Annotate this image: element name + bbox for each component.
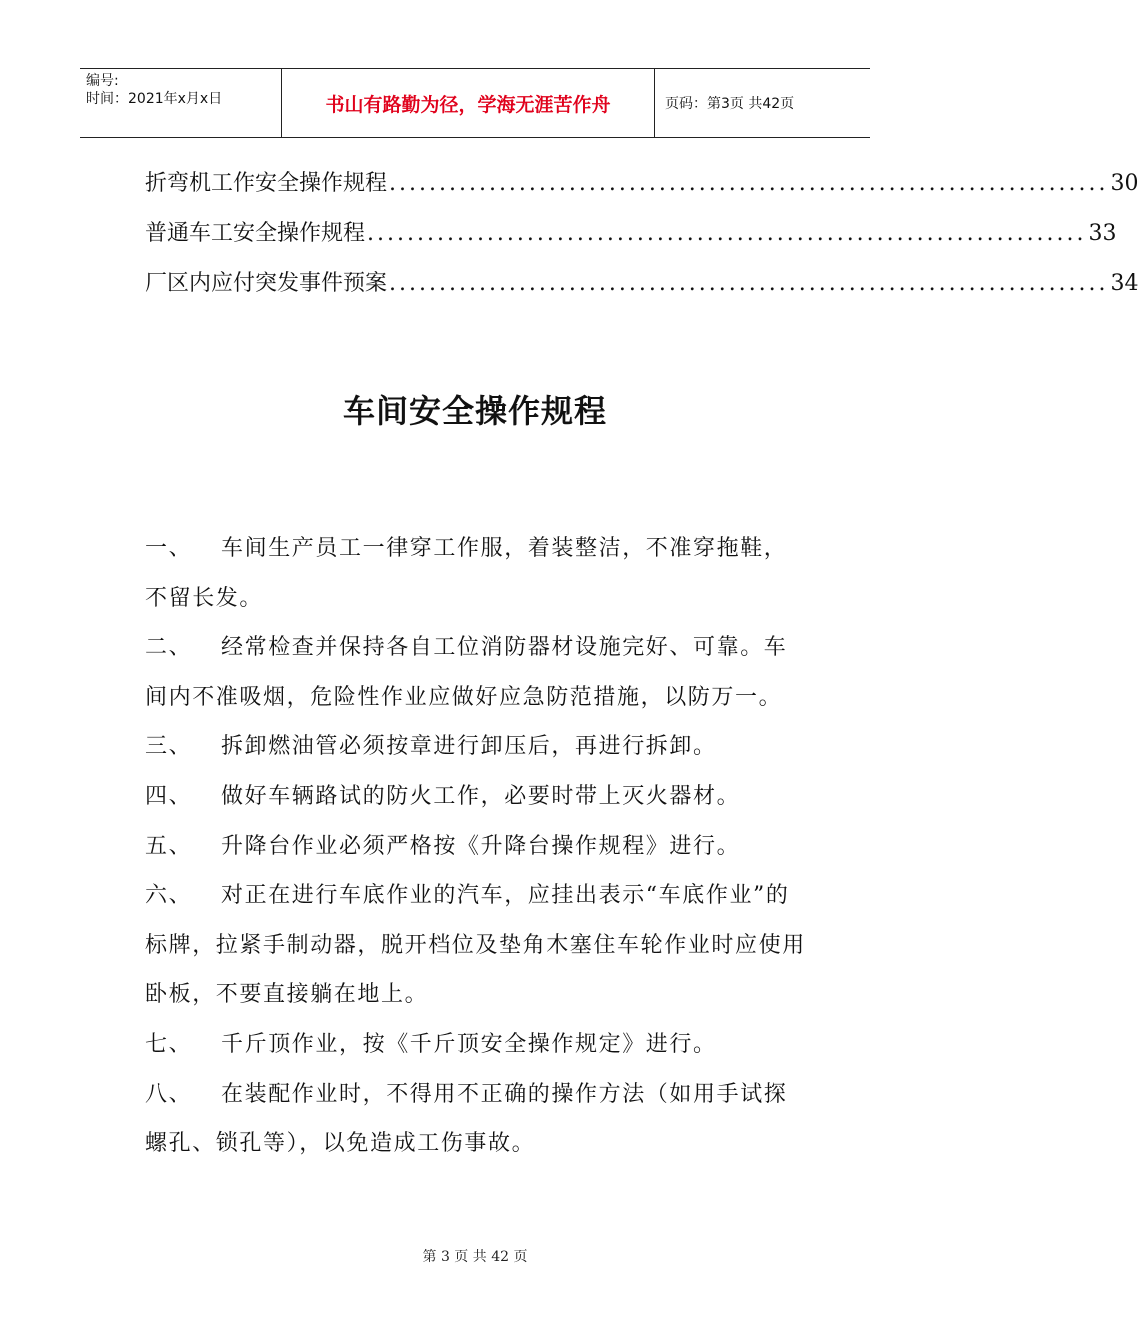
toc-entry-title: 厂区内应付突发事件预案 — [145, 271, 388, 296]
toc-entry-title: 普通车工安全操作规程 — [145, 221, 366, 246]
page-header — [80, 68, 870, 138]
rule-paragraph — [145, 1020, 810, 1070]
rule-text: 拆卸燃油管必须按章进行卸压后，再进行拆卸。 — [221, 734, 717, 760]
rule-paragraph — [145, 871, 810, 1020]
rule-number: 四、 — [145, 783, 193, 809]
rule-number: 八、 — [145, 1081, 193, 1107]
header-motto: 书山有路勤为径，学海无涯苦作舟 — [282, 69, 655, 137]
rule-paragraph — [145, 822, 810, 872]
rule-text: 升降台作业必须严格按《升降台操作规程》进行。 — [221, 833, 741, 859]
rule-paragraph — [145, 772, 810, 822]
rule-text: 做好车辆路试的防火工作，必要时带上灭火器材。 — [221, 783, 741, 809]
rule-paragraph — [145, 623, 810, 722]
toc-entry-page: 34 — [1110, 271, 1139, 296]
rule-number: 三、 — [145, 734, 193, 760]
serial-label: 编号: — [86, 73, 119, 89]
time-label: 时间：2021年x月x日 — [86, 91, 223, 107]
toc-leader-dots: ........................................................................ — [389, 171, 1109, 196]
table-of-contents — [145, 166, 1139, 316]
rule-number: 五、 — [145, 833, 193, 859]
toc-entry-title: 折弯机工作安全操作规程 — [145, 171, 388, 196]
rule-paragraph — [145, 1070, 810, 1169]
rule-text: 在装配作业时，不得用不正确的操作方法（如用手试探螺孔、锁孔等），以免造成工伤事故。 — [145, 1081, 788, 1157]
toc-leader-dots: ........................................................................ — [367, 221, 1087, 246]
header-page-info: 页码：第3页 共42页 — [665, 96, 795, 112]
document-title: 车间安全操作规程 — [342, 392, 607, 430]
rule-text: 千斤顶作业，按《千斤顶安全操作规定》进行。 — [221, 1031, 717, 1057]
page-footer: 第 3 页 共 42 页 — [422, 1249, 528, 1265]
document-body — [145, 524, 810, 1169]
toc-entry-page: 33 — [1088, 221, 1117, 246]
rule-number: 一、 — [145, 536, 193, 561]
rule-text: 车间生产员工一律穿工作服，着装整洁，不准穿拖鞋，不留长发。 — [145, 536, 788, 611]
toc-entry[interactable] — [145, 216, 1117, 266]
rule-paragraph — [145, 722, 810, 772]
toc-entry-page: 30 — [1110, 171, 1139, 196]
rule-text: 经常检查并保持各自工位消防器材设施完好、可靠。车间内不准吸烟，危险性作业应做好应急防范措施，以防万一。 — [145, 635, 788, 710]
rule-number: 七、 — [145, 1031, 193, 1057]
rule-text: 对正在进行车底作业的汽车，应挂出表示“车底作业”的标牌，拉紧手制动器，脱开档位及垫角木塞住车轮作业时应使用卧板，不要直接躺在地上。 — [145, 883, 806, 1008]
rule-number: 二、 — [145, 635, 193, 661]
toc-leader-dots: ........................................................................ — [389, 271, 1109, 296]
rule-paragraph — [145, 524, 810, 623]
toc-entry[interactable] — [145, 266, 1139, 316]
header-meta — [80, 69, 282, 137]
toc-entry[interactable] — [145, 166, 1139, 216]
rule-number: 六、 — [145, 883, 193, 909]
